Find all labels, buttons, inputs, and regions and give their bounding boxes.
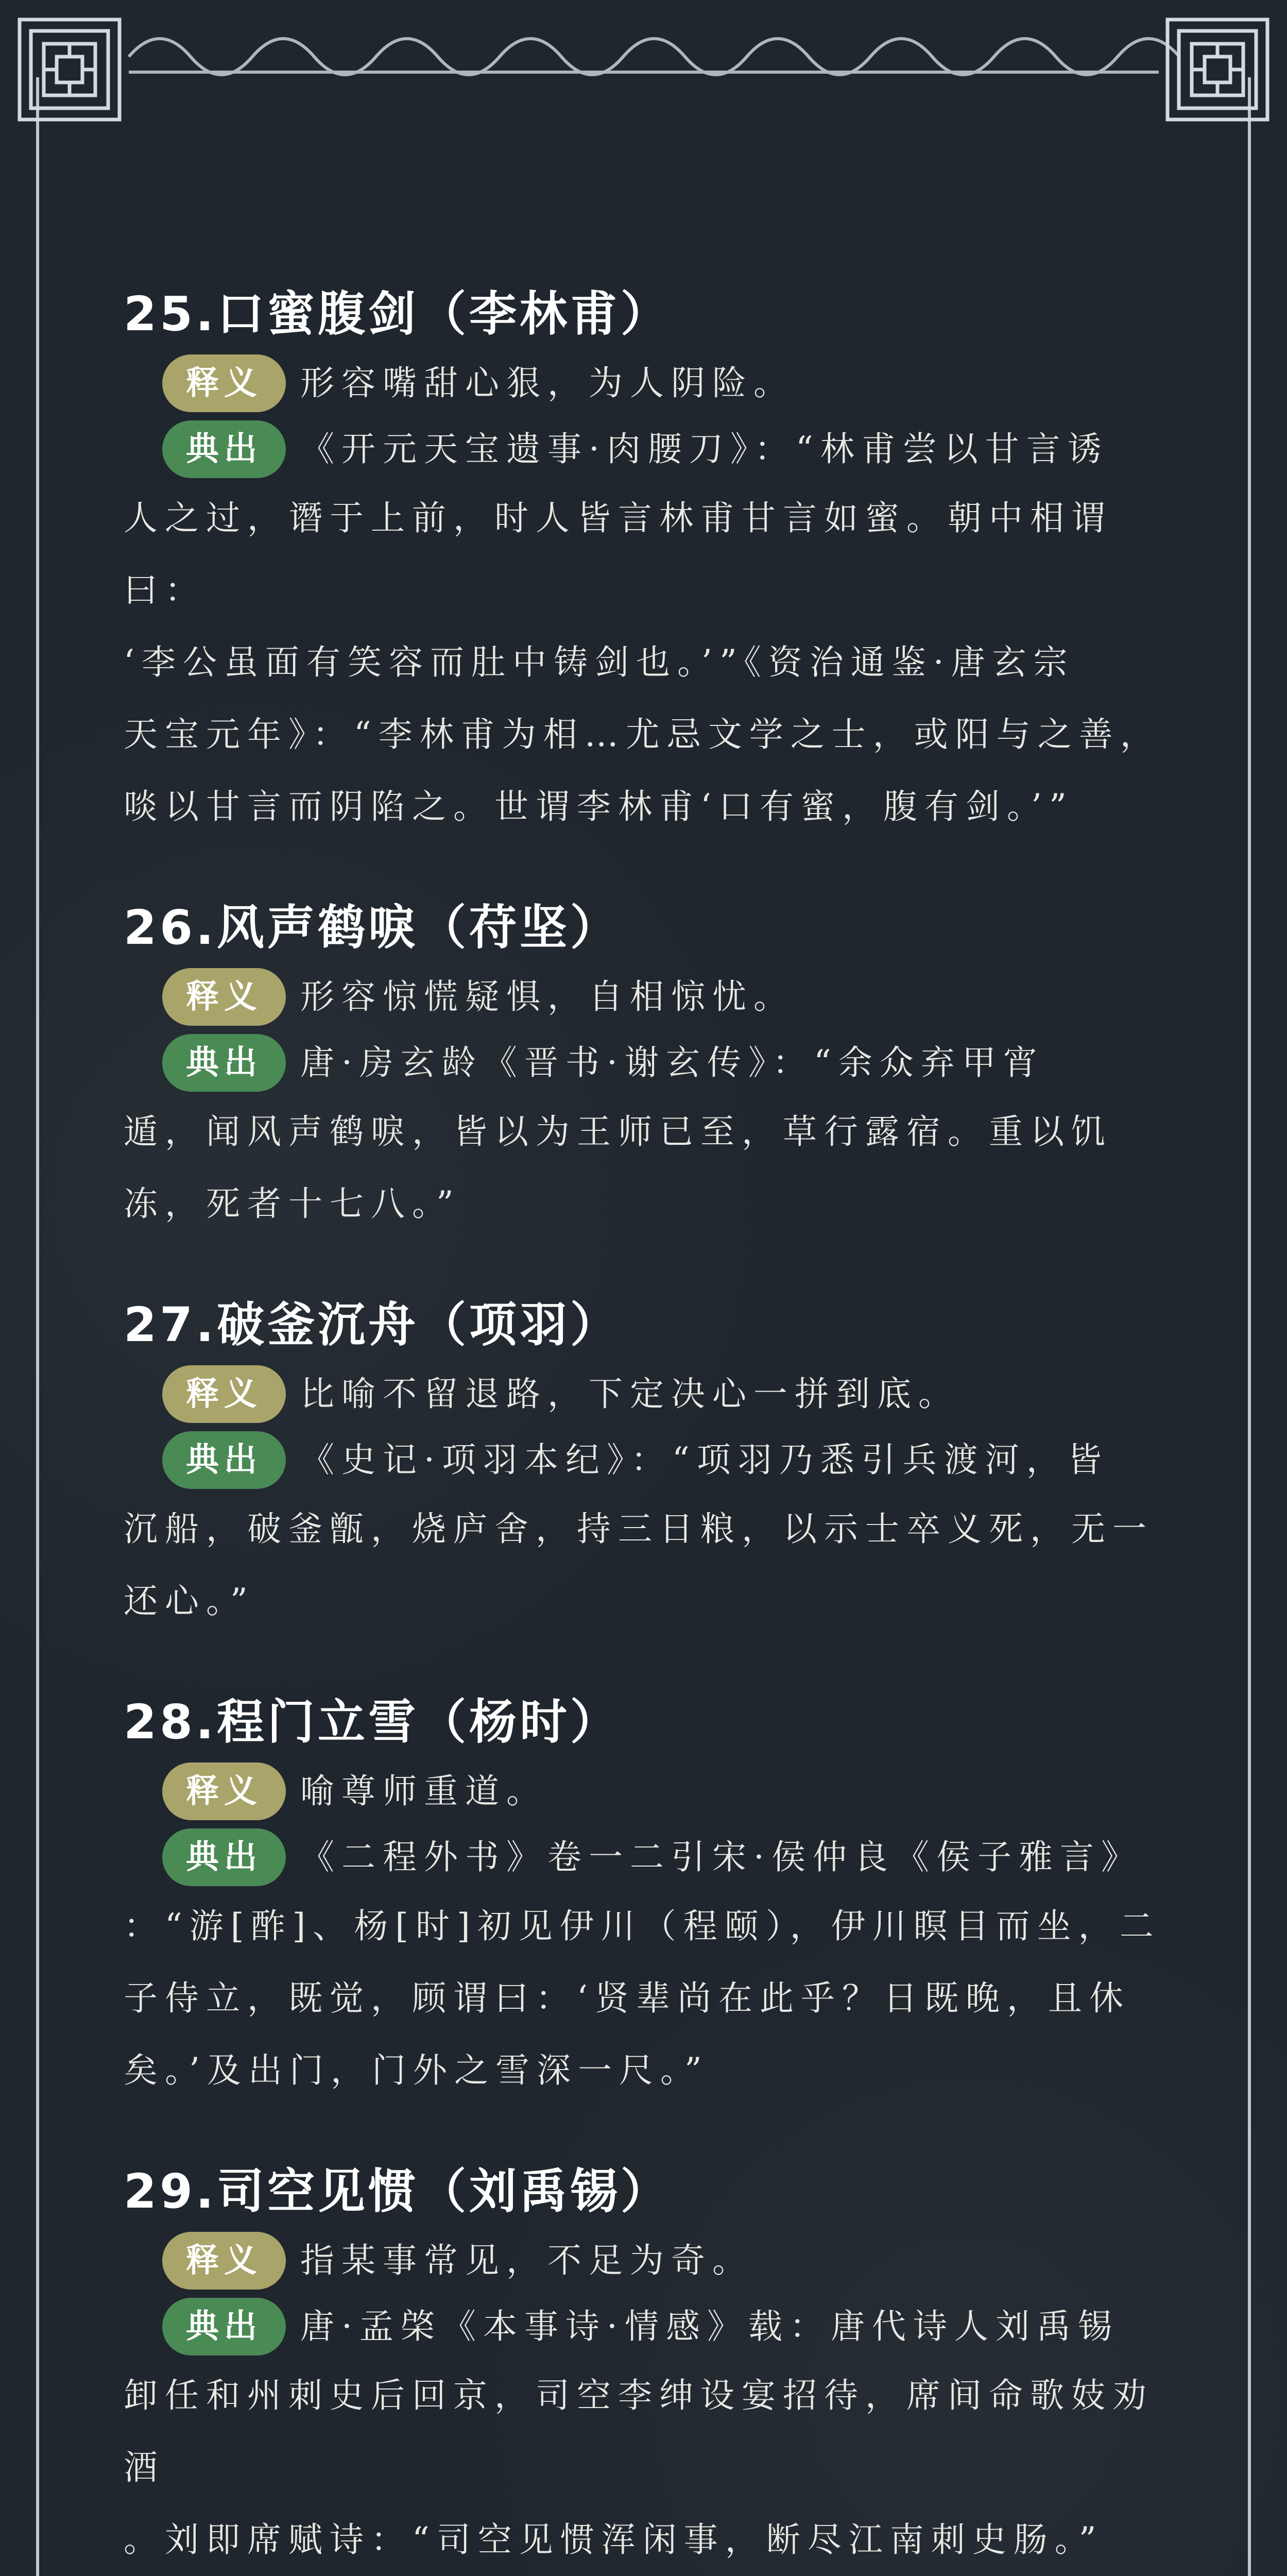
meaning-text: 形容嘴甜心狠，为人阴险。 xyxy=(300,363,795,403)
source-text-continued: 子侍立，既觉，顾谓曰：‘贤辈尚在此乎？日既晚，且休 xyxy=(124,1978,1130,2018)
meaning-tag: 释义 xyxy=(162,968,286,1026)
idiom-entry xyxy=(108,2156,1190,2576)
source-text-continued: ：“游[酢]、杨[时]初见伊川（程颐），伊川瞑目而坐，二 xyxy=(124,1906,1161,1946)
meaning-line xyxy=(108,1758,1190,1824)
meaning-tag: 释义 xyxy=(162,1365,286,1423)
idiom-title: 26.风声鹤唳（苻坚） xyxy=(124,900,621,955)
source-text-continued: 沉船，破釜甑，烧庐舍，持三日粮，以示士卒义死，无一 xyxy=(124,1509,1154,1549)
source-text-continued: 天宝元年》：“李林甫为相…尤忌文学之士，或阳与之善， xyxy=(124,715,1161,754)
meaning-line xyxy=(108,2228,1190,2294)
source-tag: 典出 xyxy=(162,1034,286,1092)
source-text: 唐·孟棨《本事诗·情感》载：唐代诗人刘禹锡 xyxy=(300,2307,1119,2346)
meaning-tag: 释义 xyxy=(162,1762,286,1820)
source-tag: 典出 xyxy=(162,1431,286,1489)
idiom-entry xyxy=(108,278,1190,843)
source-text-continued: 。刘即席赋诗：“司空见惯浑闲事，断尽江南刺史肠。” xyxy=(124,2520,1104,2560)
idiom-title: 27.破釜沉舟（项羽） xyxy=(124,1297,621,1352)
idiom-title: 25.口蜜腹剑（李林甫） xyxy=(124,286,671,342)
source-text: 《开元天宝遗事·肉腰刀》：“林甫尝以甘言诱 xyxy=(300,429,1109,469)
corner-ornament-icon xyxy=(1163,15,1272,124)
idiom-entry xyxy=(108,892,1190,1240)
source-text-continued: 遁，闻风声鹤唳，皆以为王师已至，草行露宿。重以饥 xyxy=(124,1112,1112,1151)
source-text-continued: 卸任和州刺史后回京，司空李绅设宴招待，席间命歌妓劝酒 xyxy=(124,2376,1154,2487)
source-text: 唐·房玄龄《晋书·谢玄传》：“余众弃甲宵 xyxy=(300,1043,1044,1082)
source-text: 《史记·项羽本纪》：“项羽乃悉引兵渡河，皆 xyxy=(300,1440,1109,1480)
source-text-continued: 冻，死者十七八。” xyxy=(124,1184,461,1224)
idiom-entry xyxy=(108,1289,1190,1637)
idiom-title: 28.程门立雪（杨时） xyxy=(124,1694,621,1750)
source-line xyxy=(108,1427,1190,1493)
meaning-line xyxy=(108,350,1190,416)
source-line xyxy=(108,1824,1190,1890)
idiom-title: 29.司空见惯（刘禹锡） xyxy=(124,2164,671,2219)
meaning-line xyxy=(108,1361,1190,1427)
meaning-text: 形容惊慌疑惧，自相惊忧。 xyxy=(300,977,795,1016)
source-text-continued: 还心。” xyxy=(124,1581,255,1621)
source-text-continued: 人之过，谮于上前，时人皆言林甫甘言如蜜。朝中相谓曰： xyxy=(124,498,1112,610)
source-line xyxy=(108,1030,1190,1096)
meaning-tag: 释义 xyxy=(162,2232,286,2290)
source-text: 《二程外书》卷一二引宋·侯仲良《侯子雅言》 xyxy=(300,1837,1142,1877)
top-cloud-border xyxy=(0,0,1287,88)
idiom-list xyxy=(108,278,1190,2576)
source-line xyxy=(108,2294,1190,2360)
source-tag: 典出 xyxy=(162,2298,286,2355)
idiom-entry xyxy=(108,1686,1190,2107)
corner-ornament-icon xyxy=(15,15,124,124)
meaning-text: 指某事常见，不足为奇。 xyxy=(300,2241,753,2280)
source-tag: 典出 xyxy=(162,1828,286,1886)
source-text-continued: 啖以甘言而阴陷之。世谓李林甫‘口有蜜，腹有剑。’” xyxy=(124,787,1074,826)
meaning-line xyxy=(108,964,1190,1030)
source-text-continued: 矣。’及出门，门外之雪深一尺。” xyxy=(124,2050,709,2090)
meaning-text: 比喻不留退路，下定决心一拼到底。 xyxy=(300,1374,959,1414)
source-text-continued: ‘李公虽面有笑容而肚中铸剑也。’”《资治通鉴·唐玄宗 xyxy=(124,642,1075,682)
meaning-tag: 释义 xyxy=(162,354,286,412)
meaning-text: 喻尊师重道。 xyxy=(300,1771,547,1811)
source-line xyxy=(108,416,1190,482)
source-tag: 典出 xyxy=(162,420,286,478)
